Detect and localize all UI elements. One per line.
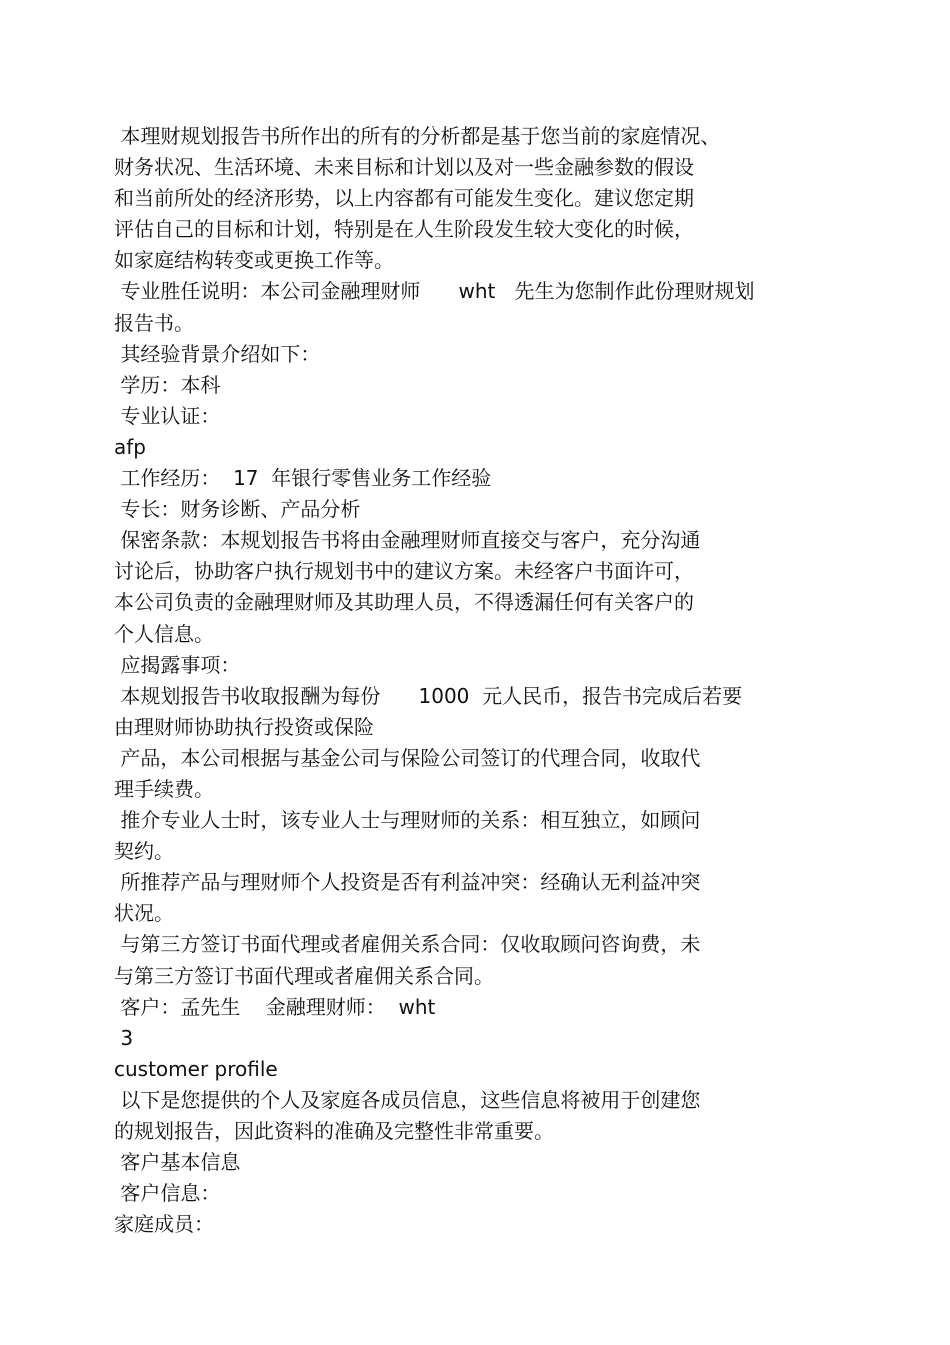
text-line: 以下是您提供的个人及家庭各成员信息，这些信息将被用于创建您 [114,1087,701,1112]
text-line: 状况。 [114,901,174,926]
text-line: 工作经历： 17 年银行零售业务工作经验 [114,466,492,491]
text-line: 讨论后，协助客户执行规划书中的建议方案。未经客户书面许可， [114,559,694,584]
text-line: 理手续费。 [114,776,214,801]
text-line: 客户信息： [114,1181,221,1206]
text-line: 学历：本科 [114,372,221,397]
text-line: 本规划报告书收取报酬为每份 1000 元人民币，报告书完成后若要 [114,683,743,708]
text-line: 推介专业人士时，该专业人士与理财师的关系：相互独立，如顾问 [114,808,701,833]
text-line: 客户：孟先生 金融理财师： wht [114,994,436,1019]
text-line: 的规划报告，因此资料的准确及完整性非常重要。 [114,1119,554,1143]
text-line: 个人信息。 [114,621,214,646]
text-line: 与第三方签订书面代理或者雇佣关系合同。 [114,963,494,988]
text-line: afp [114,434,146,459]
text-line: 本理财规划报告书所作出的所有的分析都是基于您当前的家庭情况、 [114,124,721,148]
text-line: 契约。 [114,839,174,864]
text-line: 家庭成员： [114,1212,214,1237]
text-line: 评估自己的目标和计划，特别是在人生阶段发生较大变化的时候， [114,217,694,242]
text-line: customer profile [114,1056,278,1081]
text-line: 专业胜任说明：本公司金融理财师 wht 先生为您制作此份理财规划 [114,279,755,304]
text-line: 3 [114,1025,134,1050]
document-body [114,121,834,1240]
text-line: 客户基本信息 [114,1150,241,1175]
text-line: 和当前所处的经济形势，以上内容都有可能发生变化。建议您定期 [114,186,694,211]
text-line: 由理财师协助执行投资或保险 [114,714,374,739]
text-line: 保密条款：本规划报告书将由金融理财师直接交与客户，充分沟通 [114,528,701,553]
text-line: 应揭露事项： [114,652,241,677]
text-line: 财务状况、生活环境、未来目标和计划以及对一些金融参数的假设 [114,155,694,180]
text-line: 产品，本公司根据与基金公司与保险公司签订的代理合同，收取代 [114,745,701,770]
text-line: 与第三方签订书面代理或者雇佣关系合同：仅收取顾问咨询费，未 [114,932,701,957]
text-line: 所推荐产品与理财师个人投资是否有利益冲突：经确认无利益冲突 [114,870,701,895]
text-line: 本公司负责的金融理财师及其助理人员，不得透漏任何有关客户的 [114,590,694,615]
text-line: 如家庭结构转变或更换工作等。 [114,248,394,273]
text-line: 其经验背景介绍如下： [114,341,321,366]
text-line: 报告书。 [114,310,194,335]
text-line: 专长：财务诊断、产品分析 [114,497,361,522]
text-line: 专业认证： [114,403,221,428]
